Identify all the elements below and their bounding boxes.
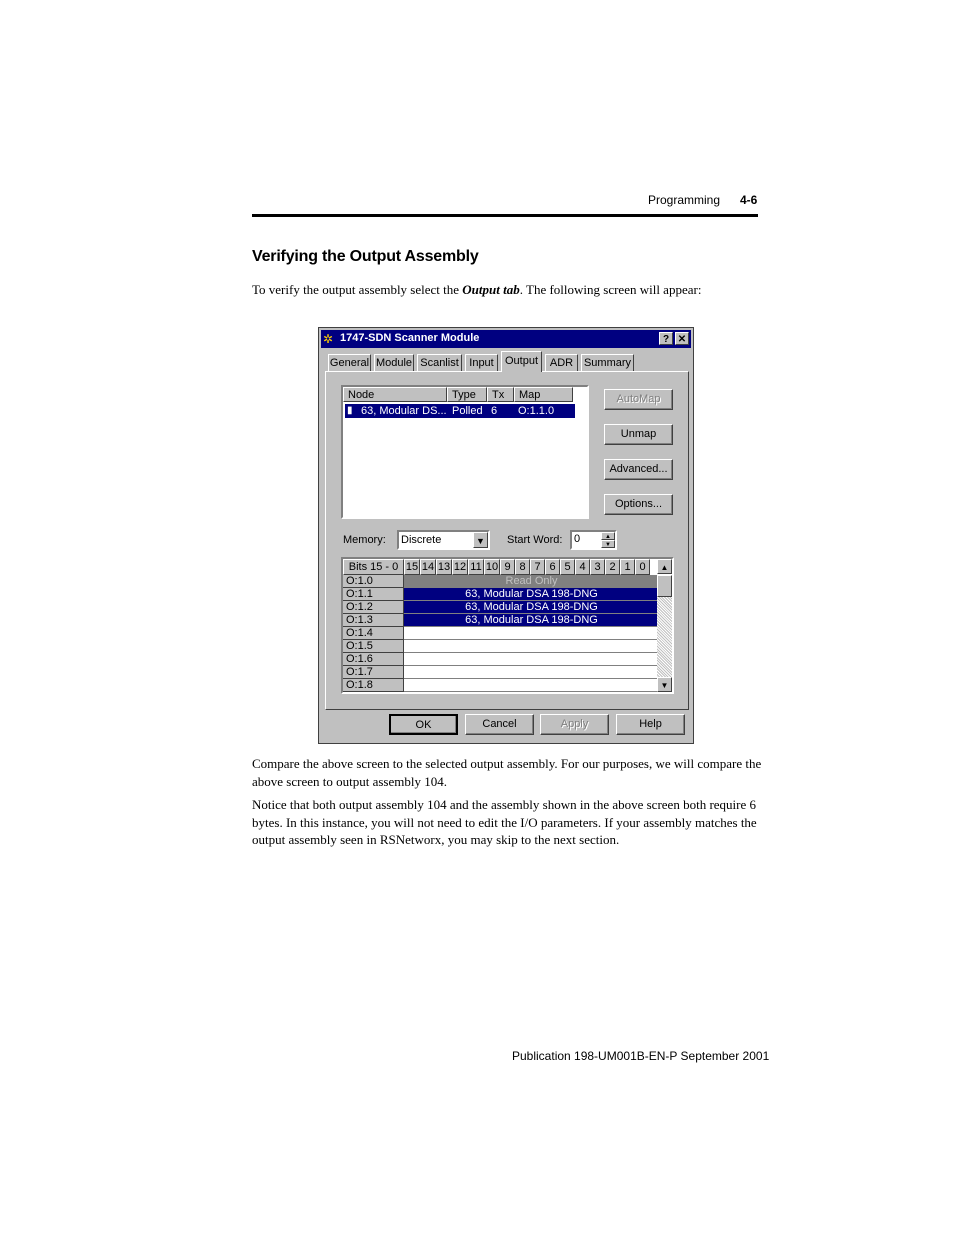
grid-row-cell[interactable] [404, 666, 659, 679]
grid-body [343, 559, 672, 692]
grid-row-address: O:1.4 [343, 627, 404, 640]
help-title-button[interactable]: ? [659, 332, 673, 345]
grid-row-address: O:1.3 [343, 614, 404, 627]
scanner-module-dialog [318, 327, 694, 744]
tab-scanlist[interactable]: Scanlist [417, 354, 462, 371]
paragraph-notice: Notice that both output assembly 104 and the assembly shown in the above screen both require 6 bytes. In this instance, you will not need to edit the I/O parameters. If your assembly matches the output assembly seen in RSNetworx, you may skip to the next section. [252, 797, 757, 847]
tab-output[interactable]: Output [501, 351, 542, 372]
dialog-title-bar[interactable] [321, 330, 691, 348]
column-type[interactable]: Type [447, 387, 487, 402]
tab-summary[interactable]: Summary [581, 354, 634, 371]
bit-column-header: 5 [560, 559, 575, 575]
automap-button[interactable]: AutoMap [604, 389, 673, 410]
memory-select[interactable] [397, 530, 490, 550]
grid-row-cell[interactable] [404, 679, 659, 692]
bit-column-header: 12 [453, 561, 467, 573]
list-item-tx: 6 [491, 405, 498, 417]
grid-row-address: O:1.0 [343, 575, 404, 588]
advanced-button[interactable]: Advanced... [604, 459, 673, 480]
column-tx[interactable]: Tx [487, 387, 514, 402]
tab-module[interactable]: Module [374, 354, 414, 371]
grid-row-cell[interactable]: 63, Modular DSA 198-DNG [404, 588, 659, 601]
intro-text-after: . The following screen will appear: [519, 282, 702, 297]
grid-row-cell[interactable] [404, 653, 659, 666]
list-item[interactable] [345, 404, 575, 418]
scroll-up-icon[interactable]: ▲ [657, 559, 672, 574]
bit-column-header: 2 [605, 559, 620, 575]
close-button[interactable]: ✕ [675, 332, 689, 345]
spin-up-icon[interactable]: ▲ [601, 532, 615, 540]
bit-column-header: 14 [421, 561, 435, 573]
options-button[interactable]: Options... [604, 494, 673, 515]
tab-input[interactable]: Input [465, 354, 498, 371]
memory-value: Discrete [401, 534, 442, 546]
cancel-button[interactable]: Cancel [465, 714, 534, 735]
running-header-section: Programming [648, 193, 721, 207]
bit-column-header: 9 [500, 559, 515, 575]
bits-header: Bits 15 - 0 [343, 559, 404, 575]
bit-column-header: 3 [590, 559, 605, 575]
grid-row-address: O:1.1 [343, 588, 404, 601]
paragraph-compare: Compare the above screen to the selected output assembly. For our purposes, we will compare the above screen to output assembly 104. [252, 756, 762, 789]
header-rule [252, 214, 758, 217]
bit-column-header: 10 [485, 561, 499, 573]
grid-row-cell[interactable]: Read Only [404, 575, 659, 588]
bit-column-header: 6 [545, 559, 560, 575]
tab-adr[interactable]: ADR [545, 354, 578, 371]
column-node[interactable]: Node [343, 387, 447, 402]
unmap-button[interactable]: Unmap [604, 424, 673, 445]
list-item-type: Polled [452, 405, 483, 417]
bit-column-header: 15 [405, 561, 419, 573]
start-word-label: Start Word: [507, 534, 563, 546]
grid-row-address: O:1.6 [343, 653, 404, 666]
bit-column-header: 0 [635, 559, 650, 575]
page-number: 4-6 [740, 193, 758, 207]
grid-scrollbar[interactable] [657, 563, 672, 692]
network-icon: ✲ [323, 332, 334, 346]
column-map[interactable]: Map [514, 387, 573, 402]
start-word-stepper[interactable] [570, 530, 617, 550]
bit-column-header: 8 [515, 559, 530, 575]
spin-down-icon[interactable]: ▼ [601, 540, 615, 548]
ok-button[interactable]: OK [389, 714, 458, 735]
scroll-thumb[interactable] [657, 575, 672, 597]
node-list[interactable] [341, 385, 589, 519]
apply-button[interactable]: Apply [540, 714, 609, 735]
bit-column-header: 4 [575, 559, 590, 575]
tab-general[interactable]: General [328, 354, 371, 371]
grid-row-address: O:1.7 [343, 666, 404, 679]
grid-row-address: O:1.2 [343, 601, 404, 614]
bit-column-header: 1 [620, 559, 635, 575]
bit-column-header: 7 [530, 559, 545, 575]
section-title: Verifying the Output Assembly [252, 248, 479, 265]
scroll-down-icon[interactable]: ▼ [657, 677, 672, 692]
bits-grid[interactable] [341, 557, 674, 694]
list-item-map: O:1.1.0 [518, 405, 555, 417]
device-icon: ▮ [347, 405, 353, 416]
grid-row-cell[interactable]: 63, Modular DSA 198-DNG [404, 614, 659, 627]
intro-paragraph [252, 281, 762, 299]
grid-row-cell[interactable] [404, 640, 659, 653]
intro-text-before: To verify the output assembly select the [252, 282, 463, 297]
bit-column-header: 13 [437, 561, 451, 573]
grid-row-cell[interactable] [404, 627, 659, 640]
memory-label: Memory: [343, 534, 386, 546]
chevron-down-icon[interactable]: ▼ [473, 532, 488, 548]
grid-row-address: O:1.5 [343, 640, 404, 653]
publication-footer: Publication 198-UM001B-EN-P September 2001 [512, 1049, 770, 1063]
help-button[interactable]: Help [616, 714, 685, 735]
start-word-value: 0 [574, 533, 581, 545]
intro-emphasis: Output tab [462, 282, 520, 297]
dialog-title: 1747-SDN Scanner Module [340, 332, 480, 344]
grid-row-cell[interactable]: 63, Modular DSA 198-DNG [404, 601, 659, 614]
grid-row-address: O:1.8 [343, 679, 404, 692]
bit-column-header: 11 [468, 559, 484, 575]
list-item-node: 63, Modular DS... [361, 405, 447, 417]
